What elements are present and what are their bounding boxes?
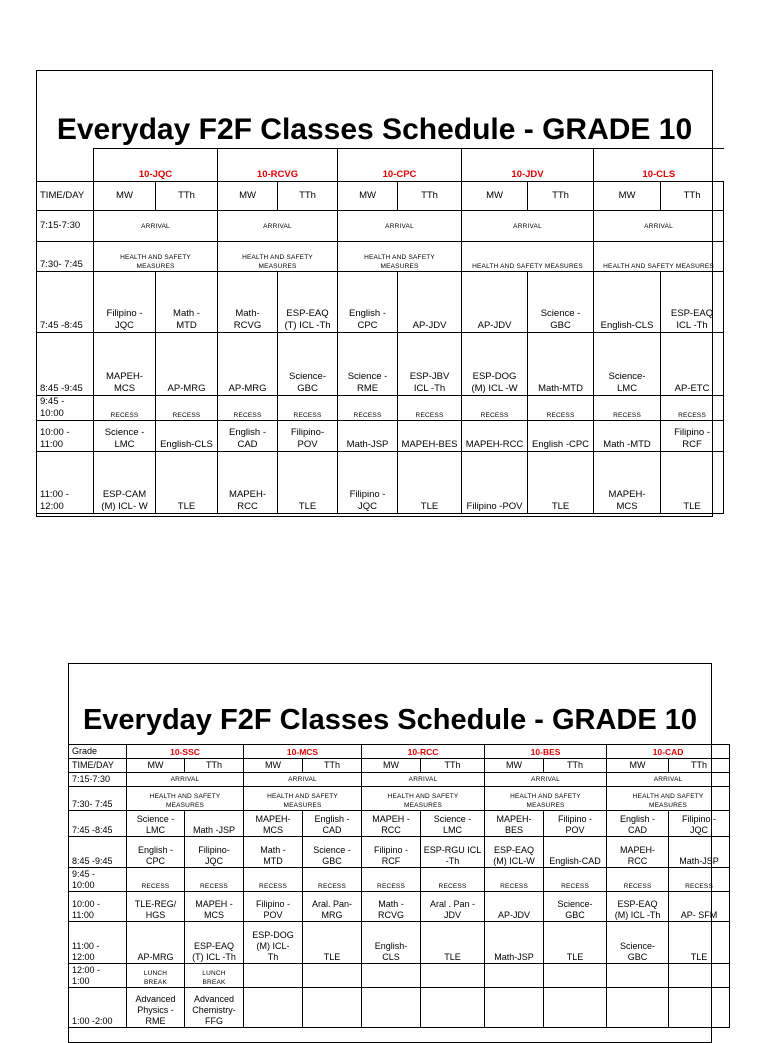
class-cell: Science - LMC — [127, 811, 185, 837]
day-header: MW — [607, 759, 669, 773]
class-cell: MAPEH - RCC — [362, 811, 421, 837]
time-cell: 1:00 -2:00 — [69, 988, 127, 1028]
class-cell — [362, 964, 421, 988]
section-header: 10-RCC — [362, 745, 485, 759]
class-cell: AP-JDV — [398, 272, 462, 333]
class-cell: Math - RCVG — [362, 892, 421, 922]
schedule-row — [69, 964, 730, 988]
class-cell — [303, 988, 362, 1028]
health-safety-cell: HEALTH AND SAFETY MEASURES — [218, 242, 338, 272]
class-cell: RECESS — [421, 868, 485, 892]
class-cell: RECESS — [544, 868, 607, 892]
day-header: TTh — [398, 182, 462, 211]
day-header: TTh — [421, 759, 485, 773]
section-header: 10-CPC — [338, 149, 462, 182]
class-cell: Aral . Pan - JDV — [421, 892, 485, 922]
schedule-title: Everyday F2F Classes Schedule - GRADE 10 — [82, 704, 698, 736]
arrival-cell: ARRIVAL — [244, 773, 362, 787]
time-cell: 10:00 - 11:00 — [37, 421, 94, 452]
section-header: 10-CAD — [607, 745, 730, 759]
class-cell: ESP-DOG (M) ICL- Th — [244, 922, 303, 964]
class-cell: AP-JDV — [462, 272, 528, 333]
day-header: TTh — [661, 182, 724, 211]
class-cell: AP-MRG — [156, 333, 218, 396]
class-cell: RECESS — [661, 396, 724, 421]
arrival-cell: ARRIVAL — [362, 773, 485, 787]
arrival-cell: ARRIVAL — [485, 773, 607, 787]
day-header: TTh — [669, 759, 730, 773]
class-cell: TLE-REG/ HGS — [127, 892, 185, 922]
class-cell: ESP-EAQ (M) ICL-W — [485, 837, 544, 868]
time-cell: 10:00 - 11:00 — [69, 892, 127, 922]
class-cell: LUNCH BREAK — [185, 964, 244, 988]
class-cell: RECESS — [462, 396, 528, 421]
class-cell: RECESS — [244, 868, 303, 892]
health-safety-cell: HEALTH AND SAFETY MEASURES — [485, 787, 607, 811]
schedule-row — [69, 922, 730, 964]
day-header: MW — [218, 182, 278, 211]
class-cell: TLE — [544, 922, 607, 964]
class-cell: RECESS — [362, 868, 421, 892]
section-header: 10-JQC — [94, 149, 218, 182]
section-header: 10-MCS — [244, 745, 362, 759]
time-cell: 8:45 -9:45 — [69, 837, 127, 868]
class-cell: TLE — [528, 452, 594, 514]
day-header: MW — [127, 759, 185, 773]
class-cell: RECESS — [398, 396, 462, 421]
class-cell: Filipino- JQC — [185, 837, 244, 868]
time-day-header: TIME/DAY — [69, 759, 127, 773]
class-cell: Science- LMC — [594, 333, 661, 396]
schedule-row — [69, 892, 730, 922]
class-cell: AP-MRG — [127, 922, 185, 964]
class-cell: MAPEH- MCS — [94, 333, 156, 396]
class-cell: Filipino -POV — [462, 452, 528, 514]
time-cell: 7:45 -8:45 — [69, 811, 127, 837]
class-cell: RECESS — [94, 396, 156, 421]
day-header: TTh — [544, 759, 607, 773]
class-cell: MAPEH- RCC — [607, 837, 669, 868]
class-cell: Science- GBC — [544, 892, 607, 922]
class-cell — [669, 988, 730, 1028]
class-cell: Filipino- POV — [278, 421, 338, 452]
class-cell: Filipino - JQC — [669, 811, 730, 837]
class-cell — [421, 964, 485, 988]
class-cell: MAPEH - MCS — [185, 892, 244, 922]
day-header: MW — [338, 182, 398, 211]
class-cell: Math-JSP — [669, 837, 730, 868]
schedule-row — [69, 837, 730, 868]
class-cell: English - CPC — [127, 837, 185, 868]
time-cell: 7:15-7:30 — [37, 211, 94, 242]
time-day-header: TIME/DAY — [37, 182, 94, 211]
class-cell: Science- GBC — [607, 922, 669, 964]
time-cell: 9:45 - 10:00 — [69, 868, 127, 892]
time-cell: 11:00 - 12:00 — [69, 922, 127, 964]
class-cell: MAPEH- RCC — [218, 452, 278, 514]
class-cell: AP- SFM — [669, 892, 730, 922]
schedule-row — [69, 988, 730, 1028]
class-cell: Science - GBC — [528, 272, 594, 333]
class-cell: TLE — [278, 452, 338, 514]
class-cell — [362, 988, 421, 1028]
class-cell: ESP-EAQ (M) ICL -Th — [607, 892, 669, 922]
class-cell: Filipino - RCF — [362, 837, 421, 868]
class-cell: Filipino - JQC — [338, 452, 398, 514]
class-cell: Filipino - POV — [544, 811, 607, 837]
class-cell: TLE — [398, 452, 462, 514]
class-cell: English -CPC — [528, 421, 594, 452]
class-cell — [607, 988, 669, 1028]
arrival-cell: ARRIVAL — [218, 211, 338, 242]
health-safety-cell: HEALTH AND SAFETY MEASURES — [127, 787, 244, 811]
time-cell: 7:45 -8:45 — [37, 272, 94, 333]
section-header: 10-BES — [485, 745, 607, 759]
class-cell: RECESS — [528, 396, 594, 421]
class-cell: RECESS — [278, 396, 338, 421]
schedule-row — [37, 421, 724, 452]
class-cell — [303, 964, 362, 988]
time-cell: 12:00 - 1:00 — [69, 964, 127, 988]
class-cell: RECESS — [156, 396, 218, 421]
class-cell: English-CLS — [156, 421, 218, 452]
schedule-row — [69, 811, 730, 837]
class-cell: TLE — [421, 922, 485, 964]
class-cell: TLE — [661, 452, 724, 514]
class-cell: English-CLS — [594, 272, 661, 333]
class-cell: Math - MTD — [156, 272, 218, 333]
class-cell: English- CLS — [362, 922, 421, 964]
class-cell: RECESS — [303, 868, 362, 892]
health-safety-cell: HEALTH AND SAFETY MEASURES — [338, 242, 462, 272]
class-cell: RECESS — [669, 868, 730, 892]
class-cell: Filipino - JQC — [94, 272, 156, 333]
section-header: 10-JDV — [462, 149, 594, 182]
schedule-row — [37, 452, 724, 514]
class-cell — [485, 988, 544, 1028]
day-header: MW — [244, 759, 303, 773]
class-cell: Science - GBC — [303, 837, 362, 868]
class-cell: AP-ETC — [661, 333, 724, 396]
class-cell — [544, 988, 607, 1028]
class-cell: MAPEH- MCS — [594, 452, 661, 514]
class-cell: ESP-CAM (M) ICL- W — [94, 452, 156, 514]
schedule-title: Everyday F2F Classes Schedule - GRADE 10 — [56, 113, 693, 146]
class-cell: MAPEH- BES — [485, 811, 544, 837]
day-header: MW — [462, 182, 528, 211]
class-cell: Advanced Chemistry- FFG — [185, 988, 244, 1028]
class-cell: Filipino - RCF — [661, 421, 724, 452]
class-cell: ESP-RGU ICL -Th — [421, 837, 485, 868]
class-cell: TLE — [669, 922, 730, 964]
section-header: 10-RCVG — [218, 149, 338, 182]
class-cell: ESP-EAQ (T) ICL -Th — [278, 272, 338, 333]
class-cell: ESP-JBV ICL -Th — [398, 333, 462, 396]
class-cell: RECESS — [185, 868, 244, 892]
health-safety-cell: HEALTH AND SAFETY MEASURES — [462, 242, 594, 272]
time-cell: 7:30- 7:45 — [69, 787, 127, 811]
health-safety-cell: HEALTH AND SAFETY MEASURES — [244, 787, 362, 811]
class-cell: Science- GBC — [278, 333, 338, 396]
class-cell: RECESS — [338, 396, 398, 421]
class-cell — [607, 964, 669, 988]
time-cell: 8:45 -9:45 — [37, 333, 94, 396]
day-header: TTh — [156, 182, 218, 211]
schedule-sheet-2 — [68, 663, 719, 1043]
health-safety-cell: HEALTH AND SAFETY MEASURES — [607, 787, 730, 811]
class-cell: Advanced Physics - RME — [127, 988, 185, 1028]
day-header: MW — [485, 759, 544, 773]
section-header: 10-CLS — [594, 149, 724, 182]
arrival-cell: ARRIVAL — [607, 773, 730, 787]
time-cell: 7:30- 7:45 — [37, 242, 94, 272]
class-cell: TLE — [303, 922, 362, 964]
day-header: TTh — [185, 759, 244, 773]
grade-label: Grade — [69, 745, 127, 759]
class-cell — [485, 964, 544, 988]
class-cell: Math-JSP — [338, 421, 398, 452]
class-cell: TLE — [156, 452, 218, 514]
class-cell: English - CAD — [607, 811, 669, 837]
schedule-row — [37, 272, 724, 333]
class-cell: RECESS — [594, 396, 661, 421]
class-cell: Math -JSP — [185, 811, 244, 837]
class-cell: RECESS — [485, 868, 544, 892]
schedule-row — [69, 868, 730, 892]
day-header: TTh — [303, 759, 362, 773]
class-cell — [544, 964, 607, 988]
time-cell: 9:45 - 10:00 — [37, 396, 94, 421]
class-cell — [421, 988, 485, 1028]
class-cell: LUNCH BREAK — [127, 964, 185, 988]
corner-cell — [37, 149, 94, 182]
class-cell: RECESS — [218, 396, 278, 421]
arrival-cell: ARRIVAL — [127, 773, 244, 787]
class-cell: RECESS — [127, 868, 185, 892]
arrival-cell: ARRIVAL — [594, 211, 724, 242]
class-cell: Math-MTD — [528, 333, 594, 396]
class-cell: Science - LMC — [421, 811, 485, 837]
class-cell: Science - RME — [338, 333, 398, 396]
health-safety-cell: HEALTH AND SAFETY MEASURES — [594, 242, 724, 272]
arrival-cell: ARRIVAL — [338, 211, 462, 242]
class-cell: AP-MRG — [218, 333, 278, 396]
time-cell: 11:00 - 12:00 — [37, 452, 94, 514]
class-cell: English - CAD — [303, 811, 362, 837]
class-cell: Math -MTD — [594, 421, 661, 452]
day-header: TTh — [278, 182, 338, 211]
day-header: MW — [594, 182, 661, 211]
class-cell — [669, 964, 730, 988]
class-cell: English - CAD — [218, 421, 278, 452]
schedule-row — [37, 333, 724, 396]
class-cell — [244, 988, 303, 1028]
class-cell: AP-JDV — [485, 892, 544, 922]
section-header: 10-SSC — [127, 745, 244, 759]
day-header: MW — [94, 182, 156, 211]
day-header: TTh — [528, 182, 594, 211]
day-header: MW — [362, 759, 421, 773]
class-cell: ESP-EAQ ICL -Th — [661, 272, 724, 333]
class-cell: Aral. Pan- MRG — [303, 892, 362, 922]
time-cell: 7:15-7:30 — [69, 773, 127, 787]
arrival-cell: ARRIVAL — [94, 211, 218, 242]
class-cell: ESP-DOG (M) ICL -W — [462, 333, 528, 396]
class-cell — [244, 964, 303, 988]
schedule-table — [36, 148, 724, 514]
class-cell: MAPEH-BES — [398, 421, 462, 452]
schedule-table — [68, 744, 730, 1028]
class-cell: ESP-EAQ (T) ICL -Th — [185, 922, 244, 964]
class-cell: Math-JSP — [485, 922, 544, 964]
class-cell: RECESS — [607, 868, 669, 892]
schedule-row — [37, 396, 724, 421]
schedule-sheet-1 — [36, 70, 713, 517]
class-cell: English - CPC — [338, 272, 398, 333]
class-cell: Math- RCVG — [218, 272, 278, 333]
health-safety-cell: HEALTH AND SAFETY MEASURES — [362, 787, 485, 811]
arrival-cell: ARRIVAL — [462, 211, 594, 242]
health-safety-cell: HEALTH AND SAFETY MEASURES — [94, 242, 218, 272]
class-cell: MAPEH- MCS — [244, 811, 303, 837]
class-cell: Science - LMC — [94, 421, 156, 452]
class-cell: MAPEH-RCC — [462, 421, 528, 452]
class-cell: English-CAD — [544, 837, 607, 868]
class-cell: Math - MTD — [244, 837, 303, 868]
class-cell: Filipino - POV — [244, 892, 303, 922]
